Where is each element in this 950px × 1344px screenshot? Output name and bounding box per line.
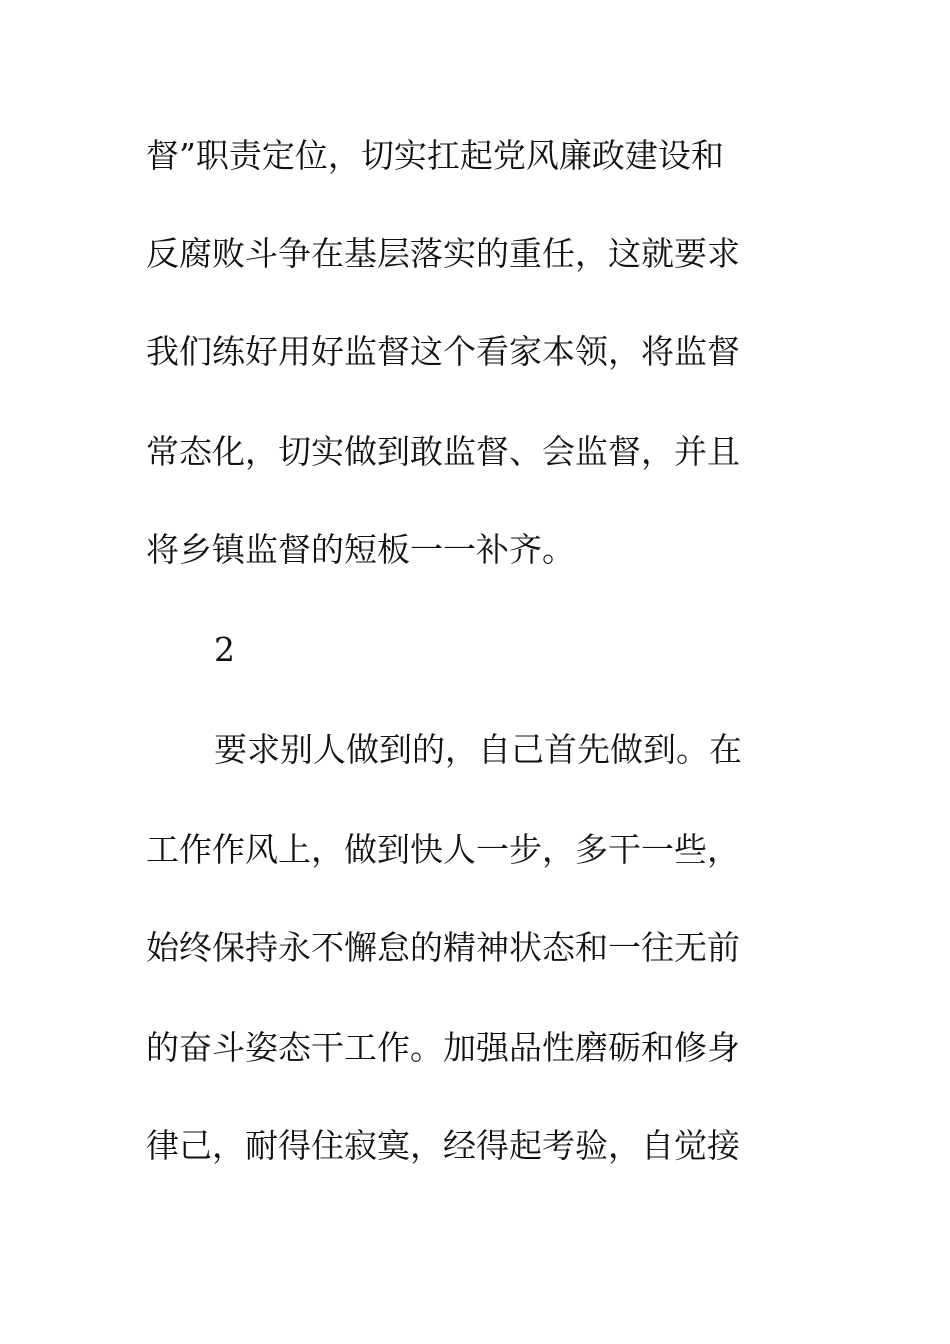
text-line: 工作作风上，做到快人一步，多干一些，: [146, 830, 740, 869]
text-line: 律己，耐得住寂寞，经得起考验，自觉接: [146, 1126, 740, 1165]
text-line: 我们练好用好监督这个看家本领，将监督: [146, 332, 740, 371]
text-line: 始终保持永不懈怠的精神状态和一往无前: [146, 928, 740, 967]
text-line: 将乡镇监督的短板一一补齐。: [146, 530, 575, 569]
paragraph-first-line: 要求别人做到的，自己首先做到。在: [214, 730, 742, 769]
section-number: 2: [214, 630, 235, 669]
text-line: 常态化，切实做到敢监督、会监督，并且: [146, 432, 740, 471]
text-line: 反腐败斗争在基层落实的重任，这就要求: [146, 234, 740, 273]
text-line: 的奋斗姿态干工作。加强品性磨砺和修身: [146, 1028, 740, 1067]
text-line: 督”职责定位，切实扛起党风廉政建设和: [146, 136, 724, 175]
